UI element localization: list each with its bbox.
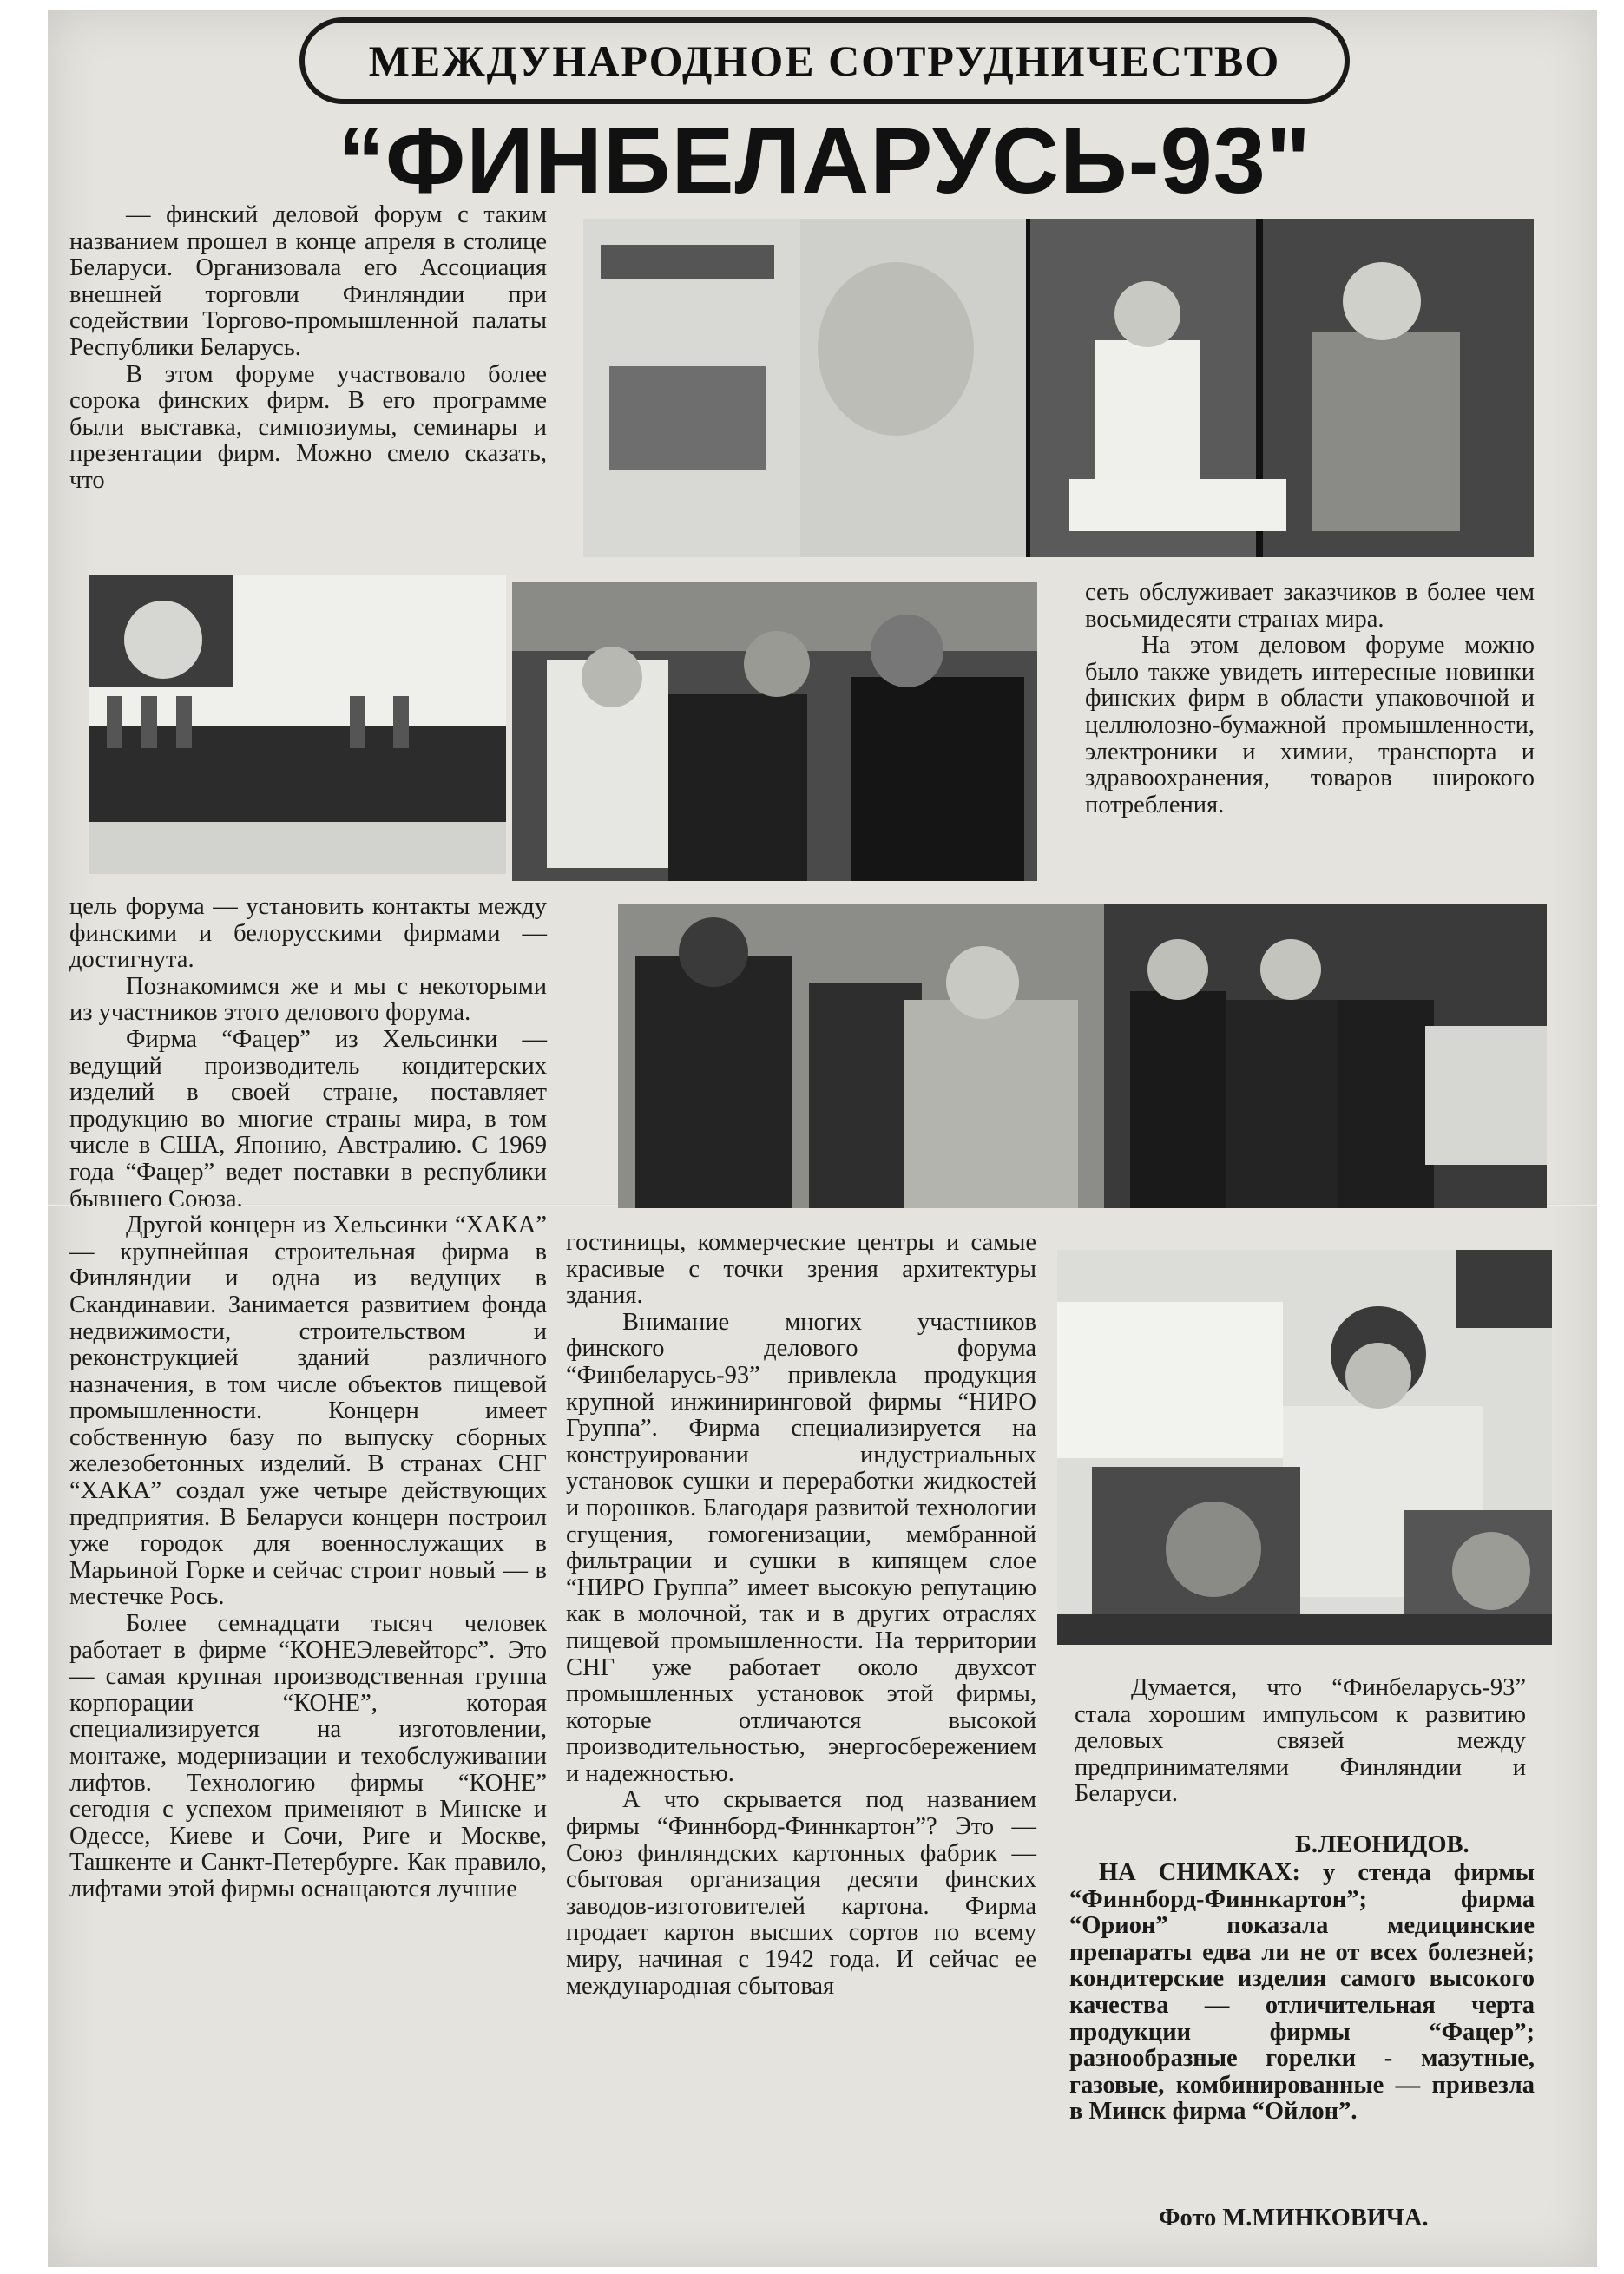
photo-oilon-burners-image [1057,1250,1552,1645]
column-1-top [69,202,547,495]
author-byline: Б.ЛЕОНИДОВ. [1295,1831,1469,1858]
column-1-bottom [69,894,547,1903]
photo-top-right [583,219,1534,557]
photo-middle-center [512,582,1037,881]
photo-credit: Фото М.МИНКОВИЧА. [1159,2205,1429,2231]
rubric-text: МЕЖДУНАРОДНОЕ СОТРУДНИЧЕСТВО [368,36,1281,85]
column-right-mid [1085,580,1535,818]
column-2 [566,1230,1036,2000]
paragraph: Думается, что “Финбеларусь-93” стала хорошим импульсом к развитию деловых связей между предпринимателями Финляндии и Беларуси. [1075,1674,1526,1808]
photo-bottom-right [1057,1250,1552,1645]
paragraph: Другой концерн из Хельсинки “ХАКА” — крупнейшая строительная фирма в Финляндии и одна из ведущих в Скандинавии. Занимается развитием фонда недвижимости, строительством и реконструкцией зданий различного назначения, в том числе объектов пищевой промышленности. Концерн имеет собственную базу по выпуску сборных железобетонных изделий. В странах СНГ “ХАКА” создал уже четыре действующих предприятия. В Беларуси концерн построил уже городок для военнослужащих в Марьиной Горке и сейчас строит новый — в местечке Рось. [69,1212,547,1611]
photo-fazer-stand-image [618,904,1547,1208]
column-3 [1075,1675,1526,1808]
paragraph: На этом деловом форуме можно было также увидеть интересные новинки финских фирм в области упаковочной и целлюлозно-бумажной промышленности, электроники и химии, транспорта и здравоохранения, товаров широкого потребления. [1085,632,1535,818]
paragraph: В этом форуме участвовало более сорока финских фирм. В его программе были выставка, симпозиумы, семинары и презентации фирм. Можно смело сказать, что [69,360,547,494]
photo-middle-left [89,575,506,874]
photo-orion-stand-image [89,575,506,874]
paragraph: гостиницы, коммерческие центры и самые красивые с точки зрения архитектуры здания. [566,1229,1036,1310]
captions-lead: НА СНИМКАХ: [1099,1859,1300,1886]
paragraph: Познакомимся же и мы с некоторыми из участников этого делового форума. [69,972,547,1027]
paragraph: Фирма “Фацер” из Хельсинки — ведущий производитель кондитерских изделий в своей стране, поставляет продукцию во многие страны мира, в том числе в США, Японию, Австралию. С 1969 года “Фацер” ведет поставки в республики бывшего Союза. [69,1025,547,1213]
captions-text: у стенда фирмы “Финнборд-Финнкартон”; фирма “Орион” показала медицинские препараты едва ли не от всех болезней; кондитерские изделия самого высокого качества — отличительная черта продукции фирмы “Фацер”; разнообразные горелки - мазутные, газовые, комбинированные — привезла в Минск фирма “Ойлон”. [1069,1859,1535,2126]
section-rubric [299,17,1350,104]
paragraph: Внимание многих участников финского делового форума “Финбеларусь-93” привлекла продукция крупной инжиниринговой фирмы “НИРО Группа”. Фирма специализируется на конструировании индустриальных установок сушки и переработки жидкостей и порошков. Благодаря развитой технологии сгущения, гомогенизации, мембранной фильтрации и сушки в кипящем слое “НИРО Группа” имеет высокую репутацию как в молочной, так и в других отраслях пищевой промышленности. На территории СНГ уже работает около двухсот промышленных установок этой фирмы, которые отличаются высокой производительностью, энергосбережением и надежностью. [566,1308,1036,1787]
paragraph: А что скрывается под названием фирмы “Финнборд-Финнкартон”? Это — Союз финляндских картонных фабрик — сбытовая организация десяти финских заводов-изготовителей картона. Фирма продает картон высших сортов по всему миру, начиная с 1942 года. И сейчас ее международная сбытовая [566,1786,1036,2000]
paragraph: цель форума — установить контакты между финскими и белорусскими фирмами — достигнута. [69,893,547,974]
article-headline: “ФИНБЕЛАРУСЬ-93" [338,108,1312,213]
photo-orion-visitors-image [512,582,1037,881]
paragraph: — финский деловой форум с таким названием прошел в конце апреля в столице Беларуси. Организовала его Ассоциация внешней торговли Финляндии при содействии Торгово-промышленной палаты Республики Беларусь. [69,201,547,361]
photo-captions [1069,1860,1535,2126]
photo-middle-right [618,904,1547,1208]
photo-stand-finnboard-image [583,219,1534,557]
paragraph: сеть обслуживает заказчиков в более чем восьмидесяти странах мира. [1085,579,1535,633]
paragraph: Более семнадцати тысяч человек работает в фирме “КОНЕЭлевейторс”. Это — самая крупная производственная группа корпорации “КОНЕ”, которая специализируется на изготовлении, монтаже, модернизации и техобслуживании лифтов. Технологию фирмы “КОНЕ” сегодня с успехом применяют в Минске и Одессе, Киеве и Сочи, Риге и Москве, Ташкенте и Санкт-Петербурге. Как правило, лифтами этой фирмы оснащаются лучшие [69,1610,547,1903]
